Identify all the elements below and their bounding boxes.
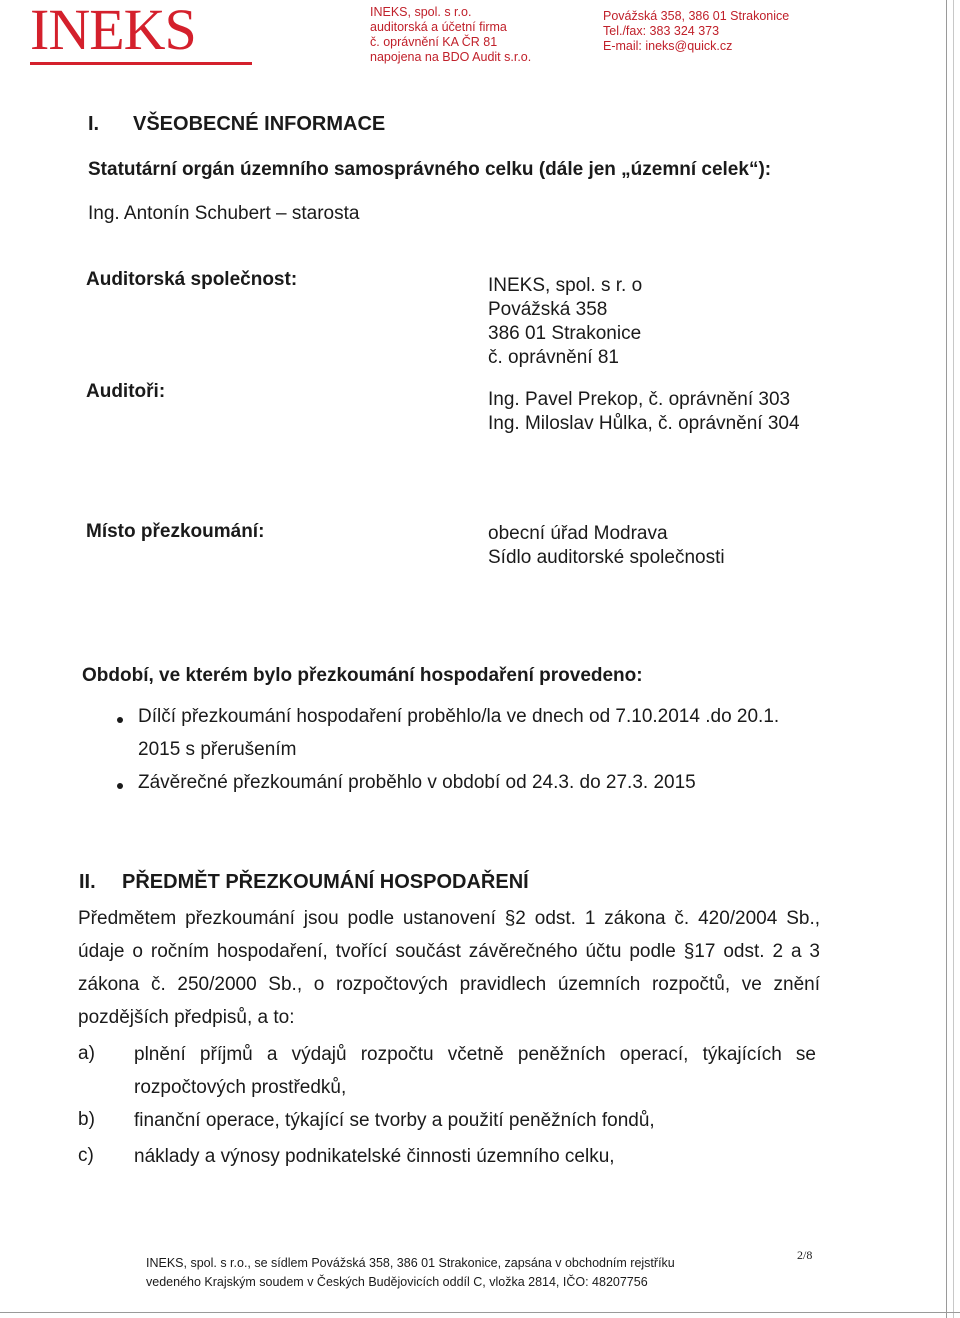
statutory-label: Statutární orgán územního samosprávného celku (dále jen „územní celek“): — [88, 159, 772, 180]
page-number: 2/8 — [797, 1248, 813, 1262]
intro-line: pozdějších předpisů, a to: — [78, 1007, 295, 1028]
item-line: rozpočtových prostředků, — [134, 1077, 347, 1098]
header-company-line: napojena na BDO Audit s.r.o. — [370, 50, 532, 64]
footer-registration — [146, 1254, 675, 1292]
item-text — [134, 1140, 615, 1173]
place-label: Místo přezkoumání: — [86, 521, 265, 542]
period-item-line: Dílčí přezkoumání hospodaření proběhlo/la ve dnech od 7.10.2014 .do 20.1. — [138, 706, 780, 727]
period-label: Období, ve kterém bylo přezkoumání hospodaření provedeno: — [82, 665, 643, 686]
footer-line: vedeného Krajským soudem v Českých Budějovicích oddíl C, vložka 2814, IČO: 48207756 — [146, 1275, 648, 1289]
item-text — [134, 1104, 655, 1137]
intro-line: zákona č. 250/2000 Sb., o rozpočtových pravidlech územních rozpočtů, ve znění — [78, 974, 820, 995]
item-line: finanční operace, týkající se tvorby a použití peněžních fondů, — [134, 1110, 655, 1131]
period-item-line: Závěrečné přezkoumání proběhlo v období od 24.3. do 27.3. 2015 — [138, 772, 696, 793]
company-logo: INEKS — [30, 0, 196, 62]
audit-company-address — [488, 274, 642, 370]
bullet-icon — [117, 783, 123, 789]
header-company-line: auditorská a účetní firma — [370, 20, 507, 34]
place-line: obecní úřad Modrava — [488, 523, 668, 544]
intro-line: Předmětem přezkoumání jsou podle ustanovení §2 odst. 1 zákona č. 420/2004 Sb., — [78, 908, 820, 929]
address-line: č. oprávnění 81 — [488, 347, 619, 368]
section2-intro — [78, 902, 820, 1034]
auditor-line: Ing. Pavel Prekop, č. oprávnění 303 — [488, 389, 791, 410]
intro-line: údaje o ročním hospodaření, tvořící součást závěrečného účtu podle §17 odst. 2 a 3 — [78, 941, 820, 962]
header-company-line: INEKS, spol. s r.o. — [370, 5, 472, 19]
scan-bottom-line — [0, 1312, 960, 1313]
item-marker: a) — [78, 1043, 95, 1064]
period-item — [138, 766, 696, 799]
logo-underline — [30, 62, 252, 65]
header-company-info — [370, 5, 531, 65]
auditors-label: Auditoři: — [86, 381, 166, 402]
item-text — [134, 1038, 816, 1104]
item-marker: c) — [78, 1145, 94, 1166]
header-contact-line: Tel./fax: 383 324 373 — [603, 24, 720, 38]
header-contact-info — [603, 9, 789, 54]
place-list — [488, 522, 725, 570]
period-item — [138, 700, 779, 766]
bullet-icon — [117, 717, 123, 723]
address-line: 386 01 Strakonice — [488, 323, 642, 344]
item-line: náklady a výnosy podnikatelské činnosti územního celku, — [134, 1146, 615, 1167]
scan-edge-line — [953, 0, 954, 1318]
section2-title: PŘEDMĚT PŘEZKOUMÁNÍ HOSPODAŘENÍ — [122, 871, 529, 893]
section1-title: VŠEOBECNÉ INFORMACE — [133, 113, 386, 135]
section1-number: I. — [88, 113, 100, 135]
auditor-line: Ing. Miloslav Hůlka, č. oprávnění 304 — [488, 413, 800, 434]
item-line: plnění příjmů a výdajů rozpočtu včetně peněžních operací, týkajících se — [134, 1044, 816, 1065]
section2-number: II. — [79, 871, 96, 893]
auditors-list — [488, 388, 800, 436]
scan-edge-line — [946, 0, 947, 1318]
header-contact-line: Povážská 358, 386 01 Strakonice — [603, 9, 790, 23]
audit-company-label: Auditorská společnost: — [86, 269, 298, 290]
statutory-value: Ing. Antonín Schubert – starosta — [88, 203, 360, 224]
header-company-line: č. oprávnění KA ČR 81 — [370, 35, 498, 49]
period-item-line: 2015 s přerušením — [138, 739, 297, 760]
footer-line: INEKS, spol. s r.o., se sídlem Povážská 358, 386 01 Strakonice, zapsána v obchodním rejstříku — [146, 1256, 675, 1270]
address-line: INEKS, spol. s r. o — [488, 275, 643, 296]
item-marker: b) — [78, 1109, 95, 1130]
place-line: Sídlo auditorské společnosti — [488, 547, 725, 568]
address-line: Povážská 358 — [488, 299, 608, 320]
header-contact-line: E-mail: ineks@quick.cz — [603, 39, 733, 53]
